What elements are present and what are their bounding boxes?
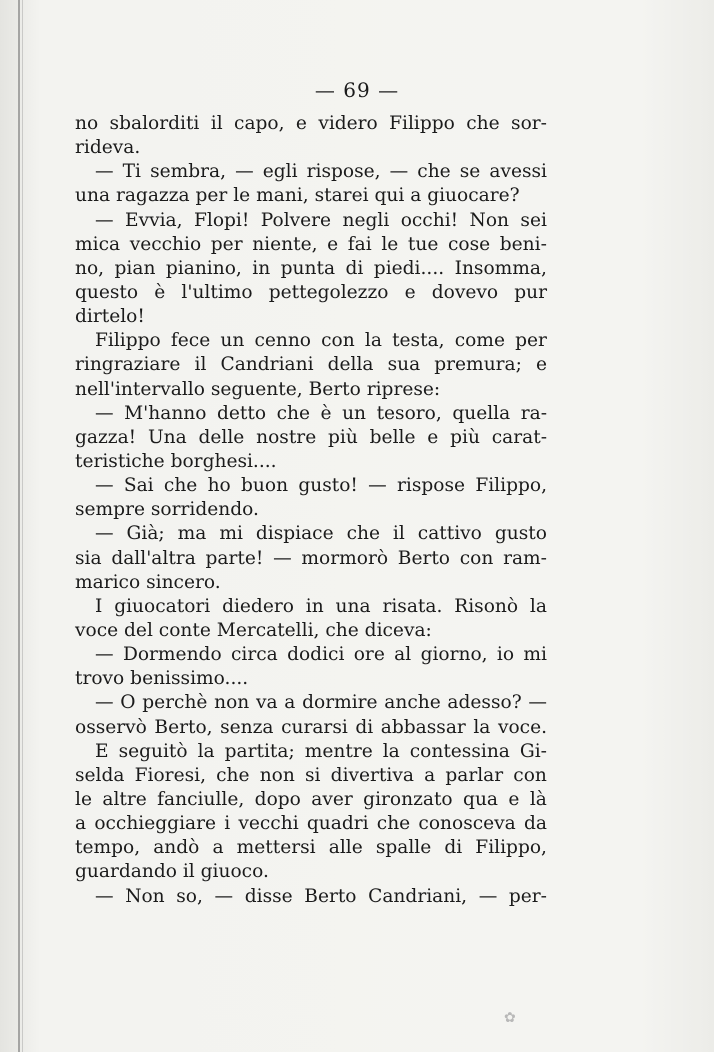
text-line: no sbalorditi il capo, e videro Filippo che sor- (75, 113, 547, 134)
text-line: Filippo fece un cenno con la testa, come per (95, 330, 547, 352)
text-line: mica vecchio per niente, e fai le tue cose beni- (75, 233, 547, 255)
body-text (75, 112, 547, 909)
binding-edge-shadow (22, 0, 23, 1052)
text-line: — Dormendo circa dodici ore al giorno, io mi (95, 644, 547, 666)
text-line: osservò Berto, senza curarsi di abbassar la voce. (75, 716, 547, 738)
text-line: questo è l'ultimo pettegolezzo e dovevo pur (75, 281, 547, 303)
text-line: guardando il giuoco. (75, 861, 269, 883)
text-line: no, pian pianino, in punta di piedi.... Insomma, (75, 257, 547, 279)
text-line: sempre sorridendo. (75, 499, 259, 521)
text-line: le altre fanciulle, dopo aver gironzato qua e là (75, 788, 547, 810)
text-line: — Sai che ho buon gusto! — rispose Filippo, (95, 475, 547, 497)
text-line: sia dall'altra parte! — mormorò Berto con ram- (75, 547, 547, 569)
text-line: rideva. (75, 137, 141, 159)
text-line: voce del conte Mercatelli, che diceva: (75, 619, 432, 641)
text-line: dirtelo! (75, 306, 145, 328)
text-line: una ragazza per le mani, starei qui a giuocare? (75, 185, 520, 207)
text-line: — M'hanno detto che è un tesoro, quella ra- (95, 402, 547, 424)
binding-edge (18, 0, 20, 1052)
text-line: E seguitò la partita; mentre la contessina Gi- (95, 740, 547, 762)
page-number: — 69 — (314, 78, 400, 102)
text-line: — O perchè non va a dormire anche adesso? — (95, 692, 547, 714)
text-line: nell'intervallo seguente, Berto riprese: (75, 378, 441, 400)
text-line: — Evvia, Flopi! Polvere negli occhi! Non sei (95, 209, 547, 231)
text-line: — Non so, — disse Berto Candriani, — per- (95, 885, 547, 907)
text-line: — Già; ma mi dispiace che il cattivo gusto (95, 523, 547, 545)
text-line: ringraziare il Candriani della sua premura; e (75, 354, 547, 376)
text-line: gazza! Una delle nostre più belle e più carat- (75, 426, 547, 448)
page-ornament-icon: ✿ (504, 1010, 516, 1026)
text-line: trovo benissimo.... (75, 668, 249, 690)
text-line: teristiche borghesi.... (75, 450, 277, 472)
text-line: — Ti sembra, — egli rispose, — che se avessi (95, 161, 547, 183)
text-line: marico sincero. (75, 571, 221, 593)
text-line: a occhieggiare i vecchi quadri che conosceva da (75, 813, 547, 835)
text-line: selda Fioresi, che non si divertiva a parlar con (75, 764, 547, 786)
text-line: I giuocatori diedero in una risata. Risonò la (95, 595, 547, 617)
text-line: tempo, andò a mettersi alle spalle di Filippo, (75, 837, 547, 859)
